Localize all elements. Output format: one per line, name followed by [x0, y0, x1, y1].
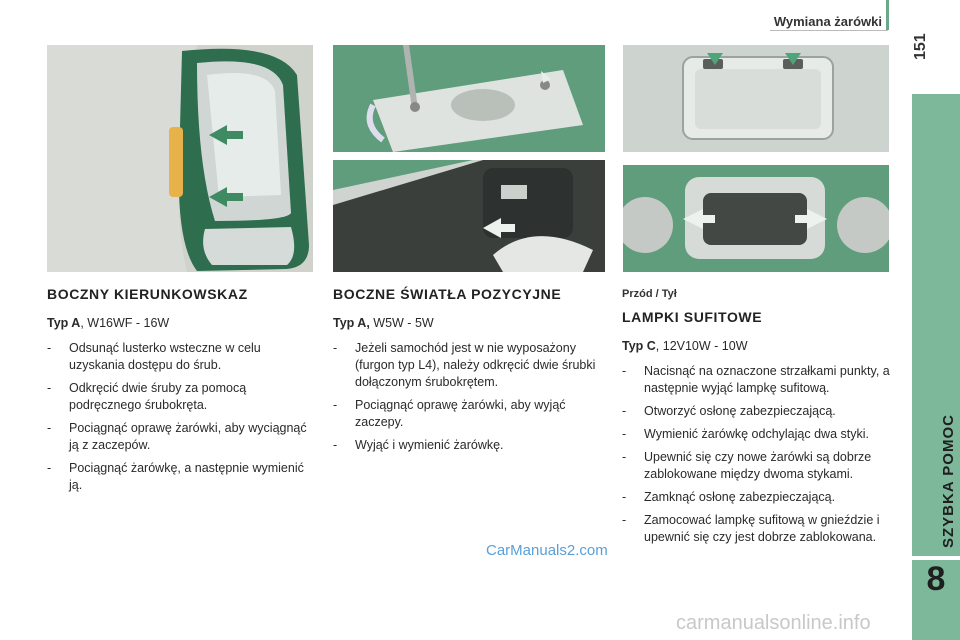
bulb-type [622, 338, 902, 355]
list-item [47, 380, 317, 414]
list-item-text: Otworzyć osłonę zabezpieczającą. [644, 404, 836, 418]
instruction-list [622, 363, 902, 546]
list-dash: - [622, 490, 627, 504]
list-item-text: Nacisnąć na oznaczone strzałkami punkty, a następnie wyjąć lampkę sufitową. [644, 364, 890, 395]
section-heading: BOCZNY KIERUNKOWSKAZ [47, 286, 248, 302]
bulb-type-value: W5W - 5W [369, 316, 434, 330]
bulb-type-value: , 12V10W - 10W [655, 339, 748, 353]
list-item [622, 449, 902, 483]
list-item-text: Pociągnąć żarówkę, a następnie wymienić ją. [69, 461, 304, 492]
column-side-position-lights [333, 286, 608, 460]
list-item [47, 340, 317, 374]
list-item [47, 420, 317, 454]
list-item-text: Zamocować lampkę sufitową w gnieździe i upewnić się czy jest dobrze zablokowana. [644, 513, 880, 544]
column-ceiling-lamps [622, 286, 902, 552]
location-subheading: Przód / Tył [622, 288, 677, 300]
list-item [622, 363, 902, 397]
list-dash: - [622, 404, 627, 418]
list-item [622, 512, 902, 546]
instruction-list [333, 340, 608, 454]
list-item [47, 460, 317, 494]
list-dash: - [47, 341, 52, 355]
list-item-text: Pociągnąć oprawę żarówki, aby wyjąć zaczepy. [355, 398, 566, 429]
list-item [333, 397, 608, 431]
list-dash: - [622, 450, 627, 464]
watermark-text: carmanualsonline.info [676, 612, 871, 634]
bulb-type-value: , W16WF - 16W [80, 316, 170, 330]
list-dash: - [333, 398, 338, 412]
bulb-type-label: Typ A [47, 316, 81, 330]
list-item-text: Odsunąć lusterko wsteczne w celu uzyskania dostępu do śrub. [69, 341, 261, 372]
list-item-text: Upewnić się czy nowe żarówki są dobrze zablokowane między dwoma stykami. [644, 450, 872, 481]
list-dash: - [622, 427, 627, 441]
ceiling-lamp-illustration [623, 45, 889, 152]
header-rule [770, 30, 888, 31]
list-item-text: Odkręcić dwie śruby za pomocą podręcznego śrubokręta. [69, 381, 247, 412]
list-item-text: Pociągnąć oprawę żarówki, aby wyciągnąć ją z zaczepów. [69, 421, 307, 452]
list-dash: - [333, 341, 338, 355]
list-item [622, 403, 902, 420]
bulb-type-label: Typ C [622, 339, 656, 353]
list-dash: - [47, 381, 52, 395]
list-dash: - [47, 421, 52, 435]
list-dash: - [333, 438, 338, 452]
header-accent-bar [886, 0, 889, 30]
list-item-text: Wyjąć i wymienić żarówkę. [355, 438, 504, 452]
chapter-number: 8 [926, 560, 946, 598]
list-item-text: Zamknąć osłonę zabezpieczającą. [644, 490, 836, 504]
bulb-type-label: Typ A, [333, 316, 370, 330]
chapter-title: SZYBKA POMOC [940, 414, 957, 548]
watermark-link[interactable]: CarManuals2.com [486, 542, 608, 559]
bulb-type [333, 315, 608, 332]
list-item [622, 489, 902, 506]
page-number: 151 [912, 33, 929, 60]
list-dash: - [622, 513, 627, 527]
section-heading: BOCZNE ŚWIATŁA POZYCYJNE [333, 286, 562, 302]
side-light-screwdriver-illustration [333, 45, 605, 152]
list-item [333, 437, 608, 454]
side-light-socket-illustration [333, 160, 605, 272]
list-item [622, 426, 902, 443]
list-item-text: Jeżeli samochód jest w nie wyposażony (furgon typ L4), należy odkręcić dwie śrubki dołączonym śrubokrętem. [355, 341, 596, 389]
list-item [333, 340, 608, 391]
running-header: Wymiana żarówki [773, 14, 882, 29]
section-heading: LAMPKI SUFITOWE [622, 309, 763, 325]
bulb-type [47, 315, 317, 332]
list-item-text: Wymienić żarówkę odchylając dwa styki. [644, 427, 869, 441]
instruction-list [47, 340, 317, 494]
list-dash: - [622, 364, 627, 378]
column-side-indicator [47, 286, 317, 500]
list-dash: - [47, 461, 52, 475]
mirror-illustration [47, 45, 313, 272]
ceiling-lamp-socket-illustration [623, 165, 889, 272]
